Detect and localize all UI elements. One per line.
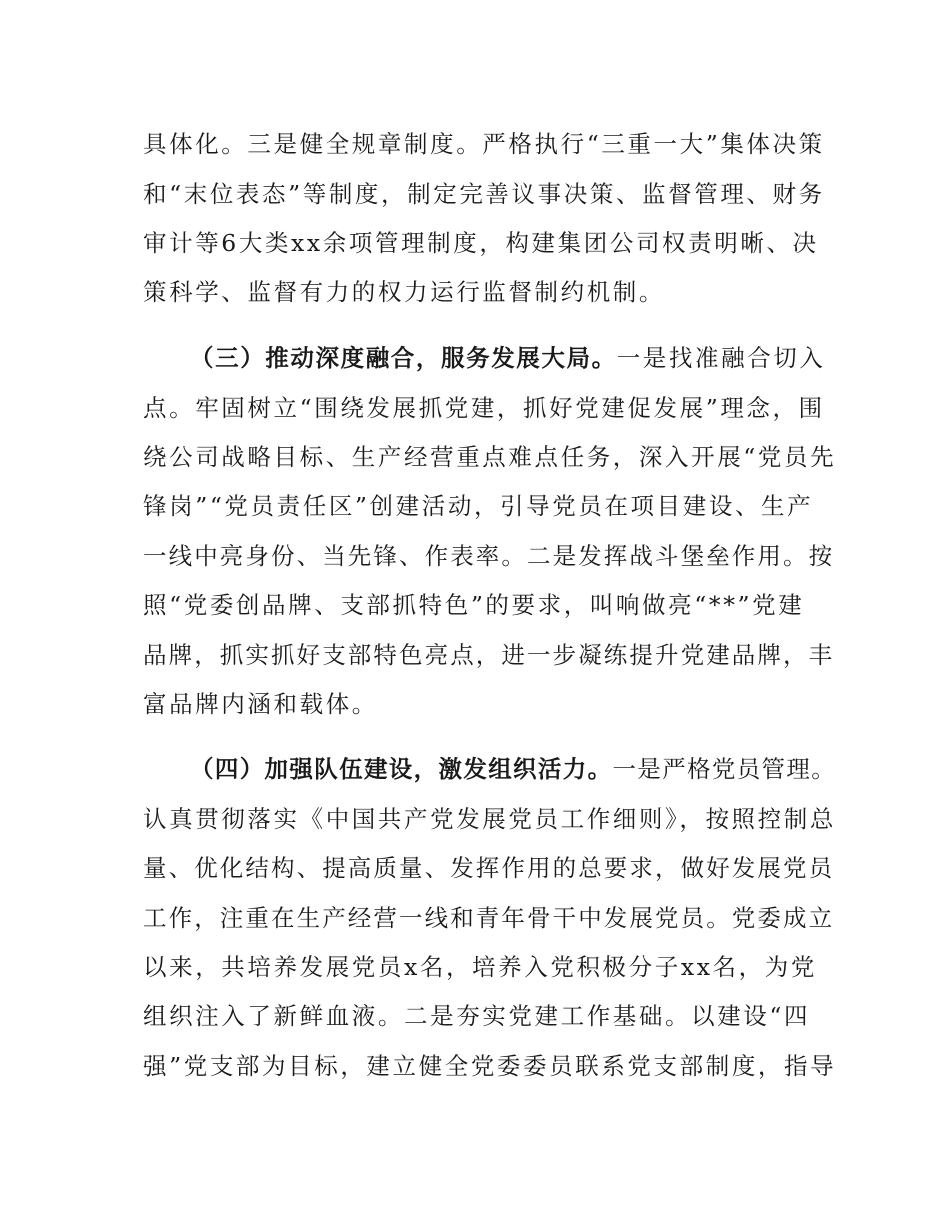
paragraph-1-line-4: 策科学、监督有力的权力运行监督制约机制。 [143,278,665,306]
paragraph-2-line-3: 绕公司战略目标、生产经营重点难点任务，深入开展“党员先 [143,443,837,471]
paragraph-2-line-6: 照“党委创品牌、支部抓特色”的要求，叫响做亮“**”党建 [143,591,805,619]
paragraph-1-line-2: 和“末位表态”等制度，制定完善议事决策、监督管理、财务 [143,180,825,208]
paragraph-3-line-6: 组织注入了新鲜血液。二是夯实党建工作基础。以建设“四 [143,1002,811,1030]
paragraph-3-line-4: 工作，注重在生产经营一线和青年骨干中发展党员。党委成立 [143,904,835,932]
paragraph-2-line-1 [190,338,826,378]
paragraph-2-line-2: 点。牢固树立“围绕发展抓党建，抓好党建促发展”理念，围 [143,394,825,422]
paragraph-2-line-7: 品牌，抓实抓好支部特色亮点，进一步凝练提升党建品牌，丰 [143,641,835,669]
paragraph-1-line-3: 审计等6大类xx余项管理制度，构建集团公司权责明晰、决 [143,229,819,257]
paragraph-3-line-2: 认真贯彻落实《中国共产党发展党员工作细则》，按照控制总 [143,805,836,833]
paragraph-1-line-1: 具体化。三是健全规章制度。严格执行“三重一大”集体决策 [143,130,825,158]
paragraph-3-line-1-text: 一是严格党员管理。 [612,755,837,783]
paragraph-3-line-3: 量、优化结构、提高质量、发挥作用的总要求，做好发展党员 [143,854,835,882]
paragraph-2-line-8: 富品牌内涵和载体。 [143,690,378,718]
paragraph-2-line-4: 锋岗”“党员责任区”创建活动，引导党员在项目建设、生产 [143,492,814,520]
paragraph-3-line-5: 以来，共培养发展党员x名，培养入党积极分子xx名，为党 [143,953,817,981]
paragraph-2-line-1-text: 一是找准融合切入 [616,344,826,372]
paragraph-3-line-7: 强”党支部为目标，建立健全党委委员联系党支部制度，指导 [143,1052,837,1080]
section-3-heading: （三）推动深度融合，服务发展大局。 [190,344,617,372]
section-4-heading: （四）加强队伍建设，激发组织活力。 [190,755,613,783]
paragraph-3-line-1 [190,749,836,789]
paragraph-2-line-5: 一线中亮身份、当先锋、作表率。二是发挥战斗堡垒作用。按 [143,542,835,570]
